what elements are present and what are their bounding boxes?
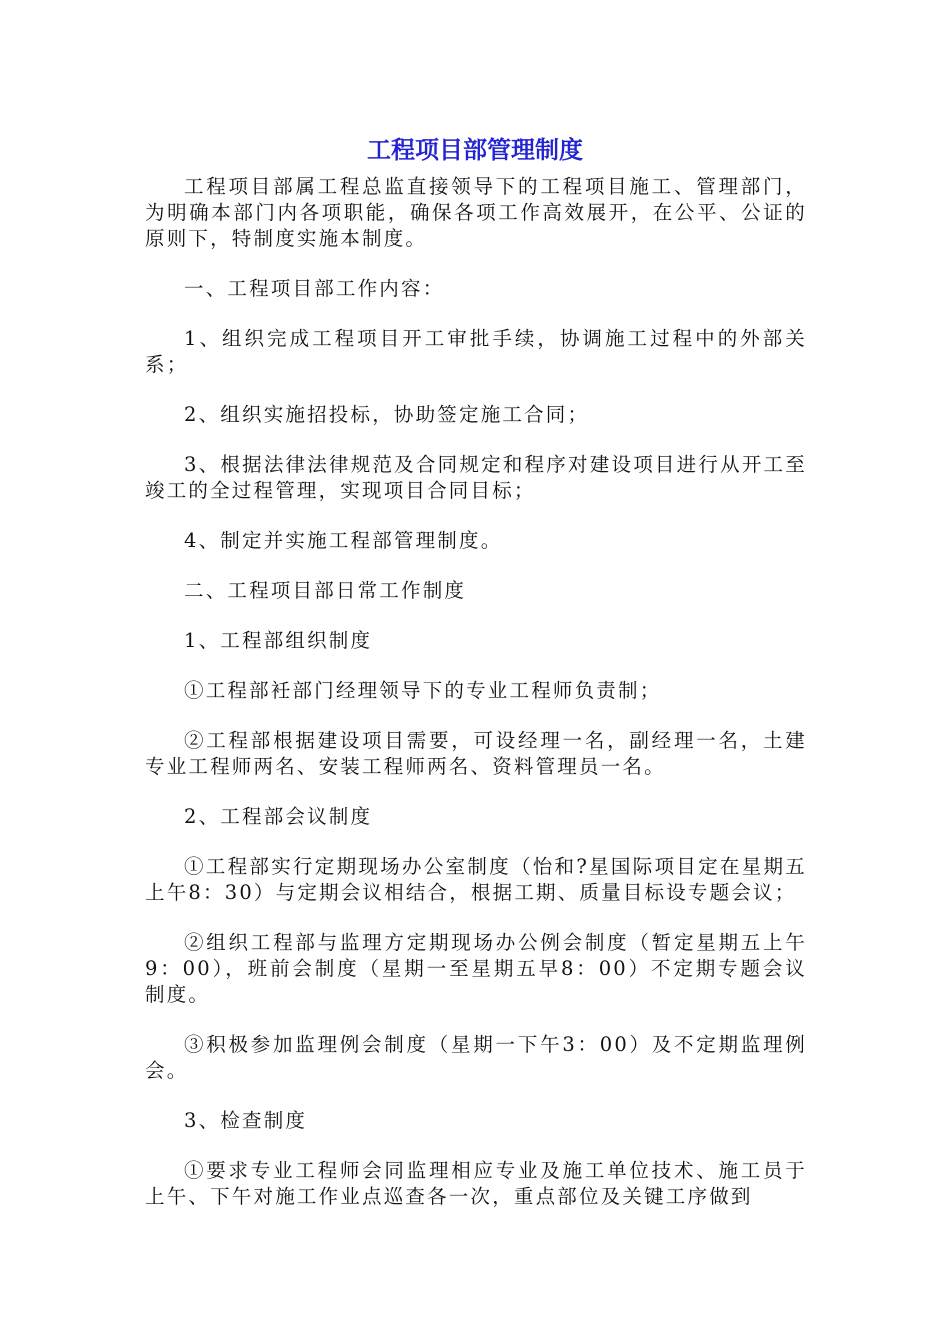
section-heading-daily-rules: 二、工程项目部日常工作制度 [184,579,467,602]
intro-paragraph: 工程项目部属工程总监直接领导下的工程项目施工、管理部门，为明确本部门内各项职能，确保各项工作高效展开，在公平、公证的原则下，特制度实施本制度。 [145,175,807,250]
document-title: 工程项目部管理制度 [367,136,583,164]
list-item: ②工程部根据建设项目需要，可设经理一名，副经理一名，土建专业工程师两名、安装工程师两名、资料管理员一名。 [145,729,807,778]
list-item: ①工程部衽部门经理领导下的专业工程师负责制； [184,679,662,702]
list-item: 1、组织完成工程项目开工审批手续，协调施工过程中的外部关系； [145,327,807,376]
subsection-heading-organization: 1、工程部组织制度 [184,629,373,652]
list-item: ①要求专业工程师会同监理相应专业及施工单位技术、施工员于上午、下午对施工作业点巡查各一次，重点部位及关键工序做到 [145,1159,807,1208]
list-item: ③积极参加监理例会制度（星期一下午3：00）及不定期监理例会。 [145,1033,807,1082]
document-body [145,174,807,1210]
subsection-heading-meetings: 2、工程部会议制度 [184,805,373,828]
list-item: 4、制定并实施工程部管理制度。 [184,529,503,552]
section-heading-work-content: 一、工程项目部工作内容： [184,277,445,300]
list-item: ②组织工程部与监理方定期现场办公例会制度（暂定星期五上午9：00），班前会制度（星期一至星期五早8：00）不定期专题会议制度。 [145,931,807,1006]
list-item: ①工程部实行定期现场办公室制度（怡和?星国际项目定在星期五上午8：30）与定期会议相结合，根据工期、质量目标设专题会议； [145,855,807,904]
list-item: 2、组织实施招投标，协助签定施工合同； [184,403,590,426]
subsection-heading-inspection: 3、检查制度 [184,1109,308,1132]
list-item: 3、根据法律法律规范及合同规定和程序对建设项目进行从开工至竣工的全过程管理，实现项目合同目标； [145,453,807,502]
